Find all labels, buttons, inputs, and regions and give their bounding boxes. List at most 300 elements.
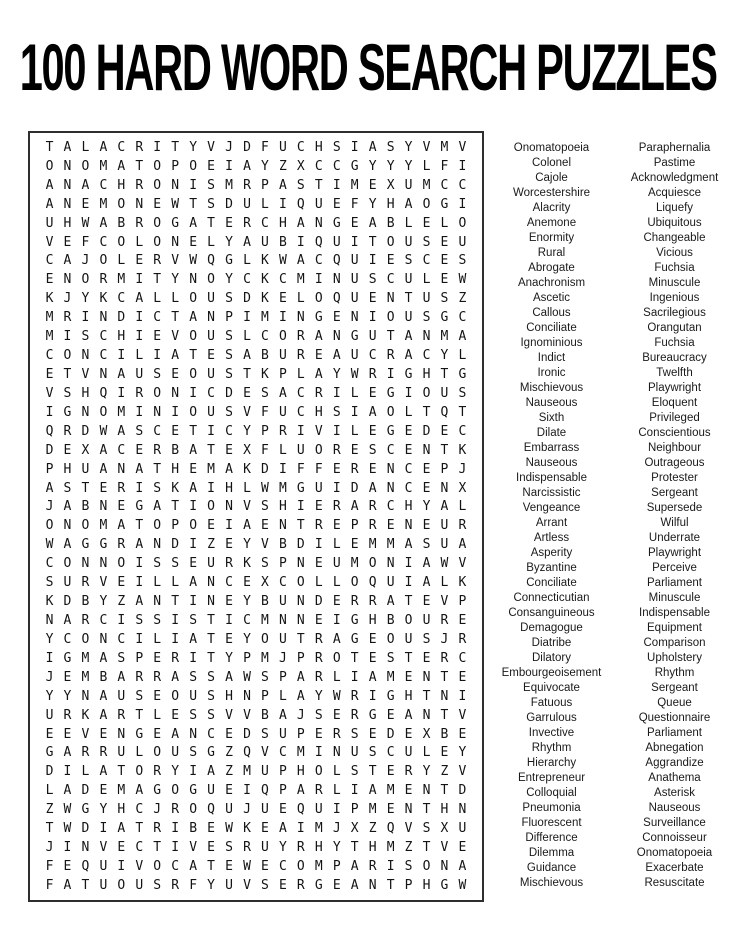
grid-letter: S [207,707,215,723]
word-item: Diatribe [531,637,572,649]
grid-letter: F [45,877,54,893]
grid-letter: E [63,858,72,874]
grid-letter: L [153,291,162,307]
grid-letter: A [314,329,323,345]
grid-letter: U [63,575,72,591]
word-item: Abnegation [645,742,704,754]
grid-letter: T [296,631,305,647]
word-item: Surveillance [643,817,706,829]
grid-letter: J [278,650,287,666]
grid-letter: A [45,177,54,193]
grid-letter: J [332,821,341,837]
grid-letter: H [314,404,323,420]
grid-letter: M [117,783,126,799]
grid-letter: Y [332,840,341,856]
grid-letter: M [314,821,323,837]
grid-letter: U [207,783,215,799]
grid-letter: O [314,764,323,780]
grid-letter: A [243,348,251,364]
grid-letter: E [404,669,413,685]
grid-letter: U [404,234,413,250]
grid-letter: H [117,177,126,193]
grid-letter: E [45,726,54,742]
grid-letter: U [171,745,180,761]
grid-letter: S [207,177,215,193]
grid-letter: N [63,272,72,288]
grid-letter: I [350,234,359,250]
grid-letter: V [45,385,54,401]
grid-letter: A [135,291,144,307]
word-item: Sergeant [651,682,698,694]
grid-row [43,346,469,365]
grid-letter: Z [458,291,467,307]
grid-letter: R [81,613,90,628]
grid-letter: H [296,764,305,780]
grid-letter: C [278,745,287,761]
word-item: Indispensable [639,607,710,619]
grid-letter: Q [332,253,341,269]
grid-letter: S [207,196,215,212]
grid-row [43,365,469,384]
grid-letter: V [314,423,323,439]
grid-letter: G [99,537,108,553]
grid-letter: U [117,745,126,761]
word-item: Vengeance [522,502,581,514]
grid-letter: R [404,764,413,780]
grid-letter: Y [458,745,467,761]
grid-letter: R [314,783,323,799]
word-item: Conscientious [638,427,711,439]
grid-letter: J [296,707,305,723]
grid-letter: O [171,688,180,704]
grid-letter: B [278,234,287,250]
grid-letter: C [153,310,162,326]
grid-letter: E [135,253,144,269]
grid-letter: S [225,367,233,383]
grid-letter: O [63,556,72,572]
grid-letter: X [243,442,251,458]
grid-letter: N [117,726,126,742]
grid-letter: A [368,669,377,685]
grid-letter: E [386,764,395,780]
grid-letter: R [350,688,359,704]
grid-letter: O [117,234,126,250]
word-item: Dilate [536,427,567,439]
word-item: Anemone [526,217,577,229]
grid-letter: I [189,650,198,666]
grid-letter: A [404,329,413,345]
grid-letter: I [45,650,54,666]
grid-letter: M [368,802,377,818]
grid-letter: S [225,348,233,364]
grid-letter: H [278,499,287,515]
grid-letter: P [440,461,449,477]
grid-letter: E [458,613,467,628]
grid-letter: C [261,329,269,345]
grid-letter: B [117,215,126,231]
grid-row [43,857,469,876]
grid-row [43,441,469,460]
word-item: Minuscule [648,277,701,289]
grid-letter: A [153,499,162,515]
grid-letter: D [422,423,431,439]
word-item: Alacrity [532,202,571,214]
grid-letter: E [332,707,341,723]
grid-letter: I [386,858,395,874]
grid-letter: L [278,688,287,704]
grid-letter: E [243,575,251,591]
word-item: Acquiesce [647,187,702,199]
grid-letter: N [243,688,251,704]
grid-letter: O [189,518,198,534]
grid-letter: U [350,253,359,269]
grid-letter: T [314,177,323,193]
grid-letter: K [261,272,269,288]
grid-letter: I [135,556,144,572]
grid-letter: C [261,215,269,231]
word-item: Invective [528,727,575,739]
grid-letter: N [153,404,162,420]
grid-letter: V [404,821,413,837]
grid-letter: A [243,234,251,250]
grid-letter: E [440,272,449,288]
grid-letter: T [207,858,215,874]
grid-letter: O [296,858,305,874]
grid-letter: D [314,594,323,610]
grid-letter: M [261,310,269,326]
grid-letter: U [458,234,467,250]
grid-row [43,611,469,630]
word-item: Orangutan [647,322,702,334]
grid-letter: R [153,821,162,837]
grid-letter: O [314,291,323,307]
grid-letter: C [422,348,431,364]
grid-letter: A [422,575,431,591]
grid-letter: C [386,272,395,288]
word-item: Conciliate [526,322,577,334]
grid-letter: E [117,499,126,515]
word-item: Ironic [537,367,566,379]
grid-letter: X [261,575,269,591]
grid-letter: I [225,518,233,534]
grid-letter: Q [261,783,269,799]
grid-letter: T [171,594,180,610]
grid-letter: F [440,158,449,174]
grid-letter: N [189,272,198,288]
grid-letter: O [350,575,359,591]
grid-letter: A [278,177,287,193]
page-title: 100 HARD WORD SEARCH PUZZLES [19,30,717,104]
grid-letter: O [189,291,198,307]
grid-letter: A [99,139,108,155]
grid-letter: A [117,158,126,174]
grid-letter: O [153,234,162,250]
grid-letter: T [404,291,413,307]
grid-letter: H [404,688,413,704]
grid-letter: U [440,518,449,534]
grid-letter: U [45,707,54,723]
grid-letter: T [350,840,359,856]
grid-letter: M [314,858,323,874]
grid-letter: T [422,840,431,856]
grid-letter: C [458,650,467,666]
grid-letter: S [332,404,341,420]
grid-letter: L [350,385,359,401]
grid-letter: A [117,423,126,439]
grid-letter: M [99,158,108,174]
grid-letter: C [296,404,305,420]
grid-letter: G [63,404,72,420]
grid-row [43,592,469,611]
grid-letter: V [422,139,431,155]
grid-letter: O [171,783,180,799]
grid-letter: Y [171,764,180,780]
grid-letter: C [117,442,126,458]
grid-letter: A [45,196,54,212]
grid-letter: S [422,821,431,837]
grid-letter: E [332,518,341,534]
word-item: Fuchsia [654,262,695,274]
grid-letter: A [99,442,108,458]
grid-letter: R [314,650,323,666]
grid-row [43,308,469,327]
grid-letter: V [243,877,251,893]
grid-letter: M [296,272,305,288]
grid-letter: U [350,348,359,364]
grid-letter: O [99,253,108,269]
grid-letter: N [422,783,431,799]
grid-letter: R [135,669,144,685]
grid-letter: T [368,234,377,250]
grid-letter: C [404,461,413,477]
word-item: Vicious [656,247,693,259]
grid-letter: I [368,688,377,704]
grid-row [43,460,469,479]
grid-letter: C [99,234,108,250]
grid-letter: J [45,669,54,685]
grid-letter: Z [45,802,54,818]
word-lists [490,141,736,891]
grid-letter: L [422,158,431,174]
grid-letter: L [117,253,126,269]
grid-letter: M [261,650,269,666]
grid-letter: A [99,650,108,666]
grid-letter: F [45,858,54,874]
grid-letter: R [225,556,233,572]
grid-letter: E [404,783,413,799]
grid-letter: H [404,499,413,515]
grid-letter: T [422,404,431,420]
grid-letter: E [332,196,341,212]
grid-letter: U [332,234,341,250]
grid-letter: W [225,821,233,837]
grid-letter: I [189,537,198,553]
word-item: Entrepreneur [517,772,586,784]
grid-letter: V [81,726,90,742]
grid-letter: C [386,499,395,515]
grid-letter: P [261,688,269,704]
grid-letter: R [350,594,359,610]
grid-letter: E [368,726,377,742]
grid-letter: T [207,613,215,628]
grid-letter: N [153,537,162,553]
grid-letter: N [296,613,305,628]
grid-letter: E [440,234,449,250]
grid-letter: M [422,177,431,193]
grid-letter: C [225,575,233,591]
grid-letter: O [207,272,215,288]
grid-letter: A [63,745,72,761]
grid-letter: R [81,575,90,591]
grid-letter: T [135,707,144,723]
grid-letter: R [314,518,323,534]
grid-letter: T [135,518,144,534]
grid-letter: U [207,556,215,572]
word-item: Pneumonia [522,802,581,814]
grid-letter: A [458,329,467,345]
word-item: Resuscitate [644,877,705,889]
grid-letter: O [189,367,198,383]
grid-letter: A [135,594,144,610]
grid-letter: B [81,594,90,610]
grid-letter: I [135,404,144,420]
grid-letter: D [243,291,251,307]
grid-letter: Y [386,158,395,174]
grid-letter: A [63,537,72,553]
grid-letter: E [153,329,162,345]
grid-letter: L [458,348,467,364]
word-item: Liquefy [655,202,694,214]
grid-letter: B [440,726,449,742]
grid-letter: O [117,877,126,893]
grid-letter: I [207,480,215,496]
grid-letter: T [440,707,449,723]
grid-letter: W [243,858,251,874]
grid-letter: I [243,310,251,326]
word-item: Perceive [652,562,697,574]
grid-letter: B [386,613,395,628]
word-item: Pastime [653,157,696,169]
grid-letter: N [81,556,90,572]
grid-letter: S [207,688,215,704]
grid-letter: N [135,196,144,212]
word-item: Asperity [530,547,573,559]
grid-letter: U [350,745,359,761]
grid-letter: Q [368,575,377,591]
grid-letter: Q [81,858,90,874]
grid-letter: I [314,537,323,553]
grid-letter: I [278,461,287,477]
word-item: Consanguineous [508,607,595,619]
grid-letter: L [243,480,251,496]
grid-letter: V [243,499,251,515]
word-item: Sacrilegious [643,307,706,319]
grid-letter: E [225,442,233,458]
grid-letter: R [135,177,144,193]
grid-letter: L [332,783,341,799]
grid-row [43,838,469,857]
grid-row [43,876,469,895]
grid-letter: C [314,253,323,269]
word-item: Indict [537,352,566,364]
grid-letter: I [207,423,215,439]
grid-letter: A [243,158,251,174]
grid-letter: B [261,594,269,610]
grid-letter: I [225,613,233,628]
grid-letter: L [153,575,162,591]
grid-letter: E [153,196,162,212]
grid-row [43,289,469,308]
grid-letter: Z [225,745,233,761]
grid-letter: U [261,840,269,856]
grid-letter: Q [332,291,341,307]
word-item: Exacerbate [645,862,704,874]
grid-letter: L [135,348,144,364]
word-item: Enormity [528,232,575,244]
grid-letter: O [153,858,162,874]
grid-letter: A [314,367,323,383]
grid-letter: C [117,139,126,155]
grid-letter: P [296,650,305,666]
grid-letter: Y [243,594,251,610]
grid-letter: W [63,821,72,837]
grid-letter: R [63,707,72,723]
grid-row [43,195,469,214]
grid-letter: E [189,556,198,572]
grid-letter: E [153,688,162,704]
grid-letter: R [153,253,162,269]
word-item: Fatuous [530,697,573,709]
grid-letter: L [243,329,251,345]
grid-letter: O [81,158,90,174]
grid-letter: S [135,688,144,704]
grid-letter: N [422,442,431,458]
grid-letter: H [171,461,180,477]
grid-letter: O [404,613,413,628]
grid-letter: I [171,631,180,647]
grid-letter: N [99,310,108,326]
grid-letter: U [350,291,359,307]
grid-letter: M [440,329,449,345]
grid-letter: S [422,631,431,647]
grid-letter: A [404,348,413,364]
grid-letter: Z [225,764,233,780]
grid-letter: N [99,367,108,383]
grid-letter: O [386,234,395,250]
grid-letter: N [99,556,108,572]
grid-letter: G [135,499,144,515]
grid-letter: C [458,310,467,326]
grid-letter: T [422,688,431,704]
grid-letter: M [386,537,395,553]
grid-letter: U [278,631,287,647]
grid-letter: T [45,139,54,155]
grid-letter: R [314,669,323,685]
grid-letter: G [314,877,323,893]
grid-letter: R [153,764,162,780]
grid-letter: F [261,139,269,155]
word-item: Playwright [647,547,702,559]
grid-letter: M [296,745,305,761]
grid-letter: P [278,367,287,383]
grid-letter: S [368,272,377,288]
grid-letter: G [225,253,233,269]
grid-letter: E [422,480,431,496]
grid-letter: R [368,367,377,383]
word-item: Connecticutian [513,592,590,604]
grid-letter: T [440,442,449,458]
grid-letter: A [278,385,287,401]
